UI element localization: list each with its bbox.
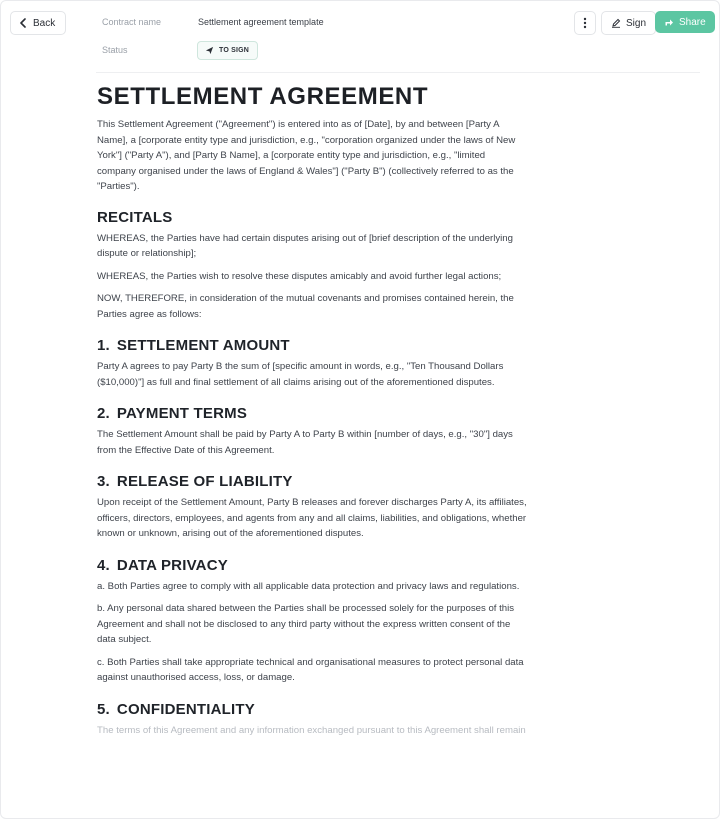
section-heading (97, 473, 609, 490)
recital-line: NOW, THEREFORE, in consideration of the mutual covenants and promises contained herein, the (97, 293, 514, 304)
section-title: DATA PRIVACY (116, 556, 228, 574)
section-paragraph: a. Both Parties agree to comply with all applicable data protection and privacy laws and regulations. (97, 580, 520, 592)
contract-name-label: Contract name (102, 17, 162, 27)
recital-line: dispute or relationship]; (97, 248, 197, 259)
header-divider (96, 72, 700, 73)
send-icon (205, 46, 214, 55)
section-paragraph (97, 359, 609, 390)
sign-label: Sign (626, 17, 647, 29)
recital-paragraph: WHEREAS, the Parties wish to resolve these disputes amicably and avoid further legal actions; (97, 270, 502, 282)
section-line: Agreement and shall not be disclosed to any third party without the express written consent of the (97, 618, 511, 630)
section-title: SETTLEMENT AMOUNT (116, 337, 290, 354)
section-line: b. Any personal data shared between the Parties shall be processed solely for the purposes of this (97, 603, 515, 614)
recital-line: WHEREAS, the Parties have had certain disputes arising out of [brief description of the underlying (97, 232, 513, 244)
section-heading (97, 557, 609, 574)
pen-icon (611, 18, 621, 28)
section-title: CONFIDENTIALITY (116, 700, 255, 718)
section-number: 1. (97, 337, 110, 354)
status-badge[interactable] (197, 41, 258, 60)
back-label: Back (33, 17, 56, 29)
section-heading (97, 405, 609, 422)
section-paragraph (97, 495, 609, 542)
section-number: 4. (97, 556, 110, 574)
section-line: data subject. (97, 634, 152, 645)
recital-paragraph (97, 231, 609, 262)
section-heading (97, 337, 609, 354)
section-line: Upon receipt of the Settlement Amount, Party B releases and forever discharges Party A, its affiliates, (97, 497, 527, 508)
intro-paragraph (97, 117, 609, 195)
share-icon (664, 17, 674, 27)
intro-line: York"] ("Party A"), and [Party B Name], a [corporate entity type and jurisdiction, e.g., "limited (97, 150, 486, 161)
recitals-heading: RECITALS (97, 208, 173, 226)
share-label: Share (679, 16, 706, 28)
section-line: against unauthorised access, loss, or damage. (97, 672, 295, 683)
intro-line: This Settlement Agreement ("Agreement") is entered into as of [Date], by and between [Party A (97, 119, 500, 130)
back-button[interactable] (10, 11, 66, 35)
section-line: ($10,000)"] as full and final settlement of all claims arising out of the aforementioned disputes. (97, 376, 495, 388)
intro-line: Name], a [corporate entity type and jurisdiction, e.g., "corporation organized under the laws of New (97, 134, 516, 146)
status-value: TO SIGN (219, 47, 250, 54)
section-number: 5. (97, 700, 110, 718)
more-options-button[interactable] (574, 11, 596, 35)
section-line: The Settlement Amount shall be paid by Party A to Party B within [number of days, e.g., "30"] days (97, 429, 513, 440)
intro-line: company organised under the laws of England & Wales"] ("Party B") (collectively referred to as the (97, 165, 514, 177)
section-line: from the Effective Date of this Agreement. (97, 444, 275, 456)
contract-name-value[interactable]: Settlement agreement template (198, 17, 324, 27)
chevron-left-icon (19, 18, 27, 28)
section-paragraph (97, 655, 609, 686)
section-line: officers, directors, employees, and agents from any and all claims, liabilities, and obligations, whether (97, 512, 527, 524)
more-vertical-icon (583, 17, 587, 29)
document-title: SETTLEMENT AGREEMENT (97, 83, 429, 110)
recital-line: Parties agree as follows: (97, 308, 202, 320)
section-line: Party A agrees to pay Party B the sum of [specific amount in words, e.g., "Ten Thousand Dollars (97, 361, 504, 372)
section-line: c. Both Parties shall take appropriate technical and organisational measures to protect personal data (97, 656, 524, 668)
section-paragraph: The terms of this Agreement and any information exchanged pursuant to this Agreement shall remain (97, 724, 526, 736)
sign-button[interactable] (601, 11, 656, 35)
section-number: 3. (97, 473, 110, 490)
section-heading (97, 701, 609, 718)
section-paragraph (97, 601, 609, 648)
section-line: known or unknown, arising out of the aforementioned disputes. (97, 528, 364, 539)
intro-line: "Parties"). (97, 181, 140, 192)
section-title: PAYMENT TERMS (116, 405, 248, 422)
section-title: RELEASE OF LIABILITY (116, 473, 293, 490)
recital-paragraph (97, 291, 609, 322)
section-paragraph (97, 427, 609, 458)
share-button[interactable] (655, 11, 715, 33)
status-label: Status (102, 45, 128, 55)
section-number: 2. (97, 405, 110, 422)
document-body (97, 80, 609, 738)
